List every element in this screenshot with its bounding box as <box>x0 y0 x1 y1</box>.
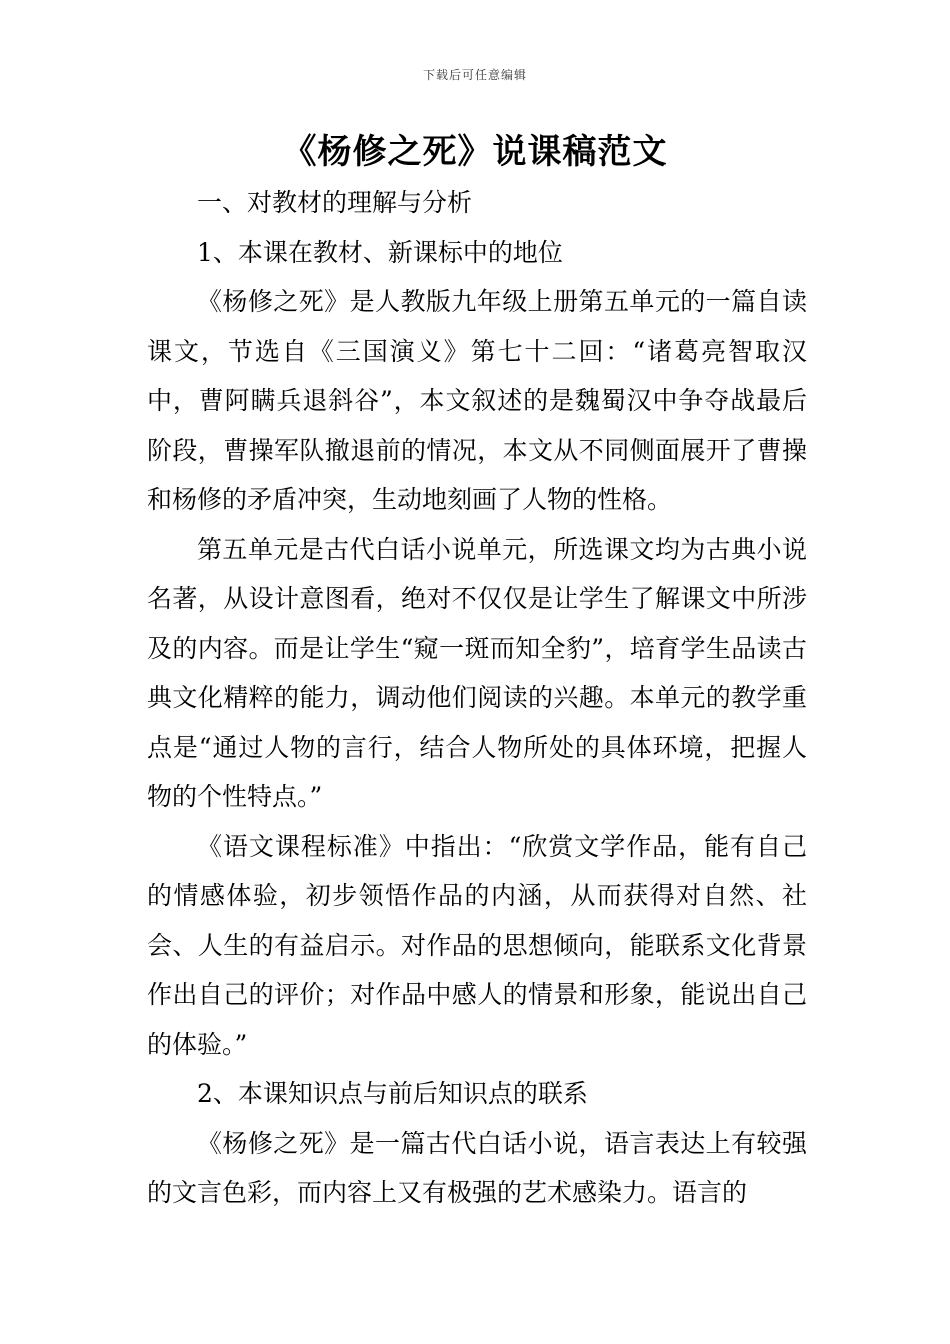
header-note: 下载后可任意编辑 <box>422 68 527 82</box>
document-title: 《杨修之死》说课稿范文 <box>282 132 668 172</box>
subsection-heading: 2、本课知识点与前后知识点的联系 <box>197 1079 588 1108</box>
body-paragraph: 《杨修之死》是一篇古代白话小说，语言表达上有较强的文言色彩，而内容上又有极强的艺术感染力。语言的 <box>147 1128 807 1207</box>
document-body <box>147 178 807 1218</box>
body-paragraph: 《语文课程标准》中指出：“欣赏文学作品，能有自己的情感体验，初步领悟作品的内涵，从而获得对自然、社会、人生的有益启示。对作品的思想倾向，能联系文化背景作出自己的评价；对作品中感人的情景和形象，能说出自己的体验。” <box>147 831 807 1059</box>
section-heading: 一、对教材的理解与分析 <box>197 188 473 217</box>
body-paragraph: 第五单元是古代白话小说单元，所选课文均为古典小说名著，从设计意图看，绝对不仅仅是让学生了解课文中所涉及的内容。而是让学生“窥一斑而知全豹”，培育学生品读古典文化精粹的能力，调动他们阅读的兴趣。本单元的教学重点是“通过人物的言行，结合人物所处的具体环境，把握人物的个性特点。” <box>147 534 807 811</box>
body-paragraph: 《杨修之死》是人教版九年级上册第五单元的一篇自读课文，节选自《三国演义》第七十二回：“诸葛亮智取汉中，曹阿瞒兵退斜谷”，本文叙述的是魏蜀汉中争夺战最后阶段，曹操军队撤退前的情况，本文从不同侧面展开了曹操和杨修的矛盾冲突，生动地刻画了人物的性格。 <box>147 287 807 514</box>
subsection-heading: 1、本课在教材、新课标中的地位 <box>197 237 563 267</box>
